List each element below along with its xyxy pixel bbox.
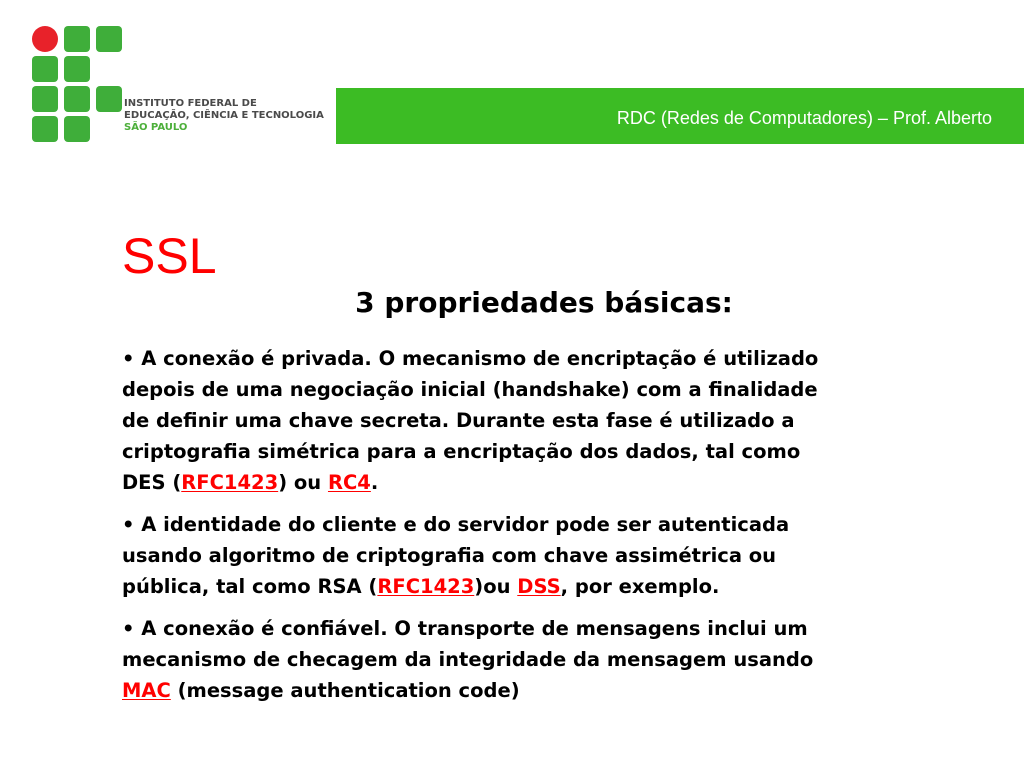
institute-logo bbox=[32, 26, 122, 144]
logo-red-circle bbox=[32, 26, 58, 52]
logo-square bbox=[32, 56, 58, 82]
link-dss[interactable]: DSS bbox=[517, 575, 561, 598]
institute-name-line2: EDUCAÇÃO, CIÊNCIA E TECNOLOGIA bbox=[124, 110, 324, 121]
link-rfc1423[interactable]: RFC1423 bbox=[377, 575, 475, 598]
slide-subtitle: 3 propriedades básicas: bbox=[355, 286, 733, 319]
logo-square bbox=[64, 56, 90, 82]
bullet-text: de definir uma chave secreta. Durante esta fase é utilizado a bbox=[122, 409, 795, 432]
bullet-text: (message authentication code) bbox=[170, 679, 520, 702]
link-rc4[interactable]: RC4 bbox=[327, 471, 371, 494]
bullet-text: . bbox=[370, 471, 379, 494]
bullet-symbol: • bbox=[122, 347, 135, 370]
slide-title: SSL bbox=[122, 228, 217, 284]
bullet-text: , por exemplo. bbox=[560, 575, 720, 598]
logo-square bbox=[64, 26, 90, 52]
bullet-item bbox=[122, 343, 952, 498]
slide-body bbox=[122, 343, 952, 717]
bullet-text: usando algoritmo de criptografia com chave assimétrica ou bbox=[122, 544, 777, 567]
logo-square bbox=[64, 86, 90, 112]
link-rfc1423[interactable]: RFC1423 bbox=[181, 471, 279, 494]
course-title: RDC (Redes de Computadores) – Prof. Alberto bbox=[616, 108, 992, 128]
institute-name bbox=[124, 98, 324, 134]
bullet-text: A identidade do cliente e do servidor pode ser autenticada bbox=[141, 513, 790, 536]
institute-name-line3: SÃO PAULO bbox=[124, 122, 188, 133]
bullet-text: pública, tal como RSA ( bbox=[122, 575, 378, 598]
bullet-text: DES ( bbox=[122, 471, 182, 494]
bullet-text: A conexão é confiável. O transporte de mensagens inclui um bbox=[141, 617, 808, 640]
logo-square bbox=[32, 86, 58, 112]
link-mac[interactable]: MAC bbox=[122, 679, 171, 702]
bullet-text: ) ou bbox=[278, 471, 328, 494]
header-bar bbox=[336, 88, 1024, 144]
bullet-symbol: • bbox=[122, 617, 135, 640]
bullet-item bbox=[122, 509, 952, 602]
logo-square bbox=[96, 86, 122, 112]
logo-square bbox=[32, 116, 58, 142]
bullet-text: criptografia simétrica para a encriptação dos dados, tal como bbox=[122, 440, 801, 463]
bullet-text: A conexão é privada. O mecanismo de encriptação é utilizado bbox=[141, 347, 819, 370]
bullet-text: mecanismo de checagem da integridade da mensagem usando bbox=[122, 648, 814, 671]
institute-name-line1: INSTITUTO FEDERAL DE bbox=[124, 98, 257, 109]
bullet-text: depois de uma negociação inicial (handshake) com a finalidade bbox=[122, 378, 818, 401]
logo-square bbox=[96, 26, 122, 52]
bullet-symbol: • bbox=[122, 513, 135, 536]
bullet-text: )ou bbox=[474, 575, 518, 598]
logo-square bbox=[64, 116, 90, 142]
bullet-item bbox=[122, 613, 952, 706]
